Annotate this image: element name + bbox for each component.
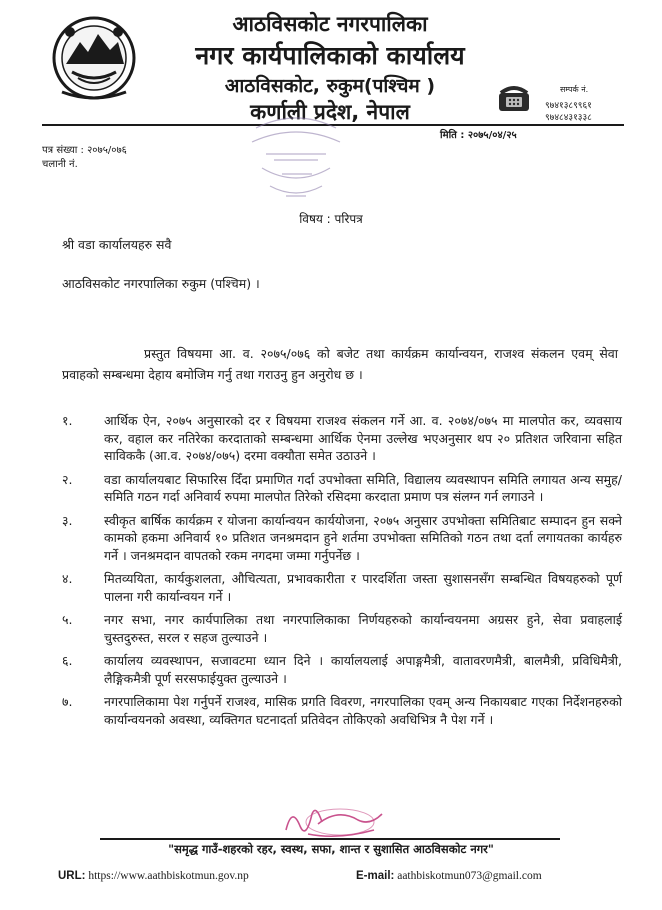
list-item	[62, 611, 622, 646]
url-label: URL:	[58, 870, 86, 882]
list-item-number: १.	[62, 413, 73, 428]
date: मिति : २०७५/०४/२५	[440, 130, 517, 141]
intro-paragraph: प्रस्तुत विषयमा आ. व. २०७५/०७६ को बजेट तथा कार्यक्रम कार्यान्वयन, राजश्व संकलन एवम् सेवा प्रवाहको सम्बन्धमा देहाय बमोजिम गर्नु तथा गराउनु हुन अनुरोध छ ।	[62, 346, 618, 382]
instruction-list	[62, 412, 622, 734]
phone-number-2: ९७४८४३१३३८	[545, 113, 592, 123]
addressee-line-2: आठविसकोट नगरपालिका रुकुम (पश्चिम) ।	[62, 276, 260, 291]
list-item-text: स्वीकृत बार्षिक कार्यक्रम र योजना कार्यान्वयन कार्ययोजना, २०७५ अनुसार उपभोक्ता समितिबाट सम्पादन हुन सक्ने कामको हकमा अनिवार्य १० प्रतिशत जनश्रमदान हुने शर्तमा उपभोक्ता समितिको गठन तथा दर्ता लगायतका कार्यहरु गर्ने । जनश्रमदान वापतको रकम नगदमा जम्मा गर्नुपर्नेछ ।	[104, 512, 622, 563]
url-link[interactable]: https://www.aathbiskotmun.gov.np	[88, 870, 249, 882]
list-item-text: नगर सभा, नगर कार्यपालिका तथा नगरपालिकाका निर्णयहरुको कार्यान्वयनमा अग्रसर हुने, सेवा प्रवाहलाई चुस्तदुरुस्त, सरल र सहज तुल्याउने ।	[104, 612, 622, 645]
header-line-4: कर्णाली प्रदेश, नेपाल	[250, 100, 410, 124]
list-item-text: वडा कार्यालयबाट सिफारिस दिँदा प्रमाणित गर्दा उपभोक्ता समिति, विद्यालय व्यवस्थापन समिति लगायत अन्य समुह/समिति गठन गर्दा अनिवार्य रुपमा मालपोत तिरेको रसिदमा करदाता प्रमाण पत्र संलग्न गर्न लगाउने ।	[104, 471, 622, 504]
list-item-text: नगरपालिकामा पेश गर्नुपर्ने राजश्व, मासिक प्रगति विवरण, नगरपालिका एवम् अन्य निकायबाट गएका निर्देशनहरुको कार्यान्वयनको अवस्था, व्यक्तिगत घटनादर्ता प्रतिवेदन तोकिएको अवधिभित्र नै पेश गर्ने ।	[104, 694, 622, 727]
list-item-text: मितव्ययिता, कार्यकुशलता, औचित्यता, प्रभावकारीता र पारदर्शिता जस्ता सुशासनसँग सम्बन्धित विषयहरुको पूर्ण पालना गरी कार्यान्वयन गर्ने ।	[104, 571, 622, 604]
office-stamp-icon	[226, 108, 366, 218]
list-item-number: ६.	[62, 653, 73, 668]
subject-line: विषय : परिपत्र	[299, 212, 363, 226]
list-item	[62, 412, 622, 465]
nepal-emblem-icon	[48, 12, 140, 100]
footer-slogan: "समृद्ध गाउँ-शहरको रहर, स्वस्थ, सफा, शान्त र सुशासित आठविसकोट नगर"	[168, 842, 494, 856]
phone-label: सम्पर्क नं.	[560, 85, 589, 94]
header-line-1: आठविसकोट नगरपालिका	[232, 12, 428, 36]
telephone-icon	[497, 85, 531, 113]
phone-number-1: ९७४१३८९९६१	[545, 101, 592, 111]
list-item-number: ५.	[62, 612, 73, 627]
header-line-2: नगर कार्यपालिकाको कार्यालय	[195, 41, 465, 70]
list-item	[62, 512, 622, 565]
list-item-number: ३.	[62, 512, 73, 528]
reference-number: पत्र संख्या : २०७५/०७६	[42, 145, 127, 156]
footer-email	[356, 870, 542, 882]
list-item	[62, 693, 622, 728]
list-item	[62, 471, 622, 506]
list-item-text: आर्थिक ऐन, २०७५ अनुसारको दर र विषयमा राजश्व संकलन गर्ने आ. व. २०७४/०७५ मा मालपोत कर, व्यवसाय कर, वहाल कर नतिरेका करदाताको सम्बन्धमा आर्थिक ऐनमा उल्लेख भएअनुसार थप २० प्रतिशत जरिवाना सहित साविककै (आ.व. २०७४/०७५) दरमा वक्यौता समेत उठाउने ।	[104, 413, 622, 463]
email-label: E-mail:	[356, 870, 395, 882]
list-item	[62, 652, 622, 687]
header-line-3: आठविसकोट, रुकुम(पश्चिम )	[224, 75, 436, 97]
footer-url	[58, 870, 249, 882]
footer-divider	[100, 838, 560, 840]
list-item-text: कार्यालय व्यवस्थापन, सजावटमा ध्यान दिने । कार्यालयलाई अपाङ्गमैत्री, वातावरणमैत्री, बालमैत्री, प्रविधिमैत्री, लैङ्गिकमैत्री पूर्ण सरसफाईयुक्त तुल्याउने ।	[104, 653, 622, 686]
list-item-number: ७.	[62, 694, 73, 709]
list-item-number: ४.	[62, 571, 73, 586]
email-link[interactable]: aathbiskotmun073@gmail.com	[397, 870, 542, 882]
addressee-line-1: श्री वडा कार्यालयहरु सवै	[62, 237, 172, 252]
dispatch-number: चलानी नं.	[42, 159, 78, 170]
list-item	[62, 570, 622, 605]
list-item-number: २.	[62, 471, 73, 487]
